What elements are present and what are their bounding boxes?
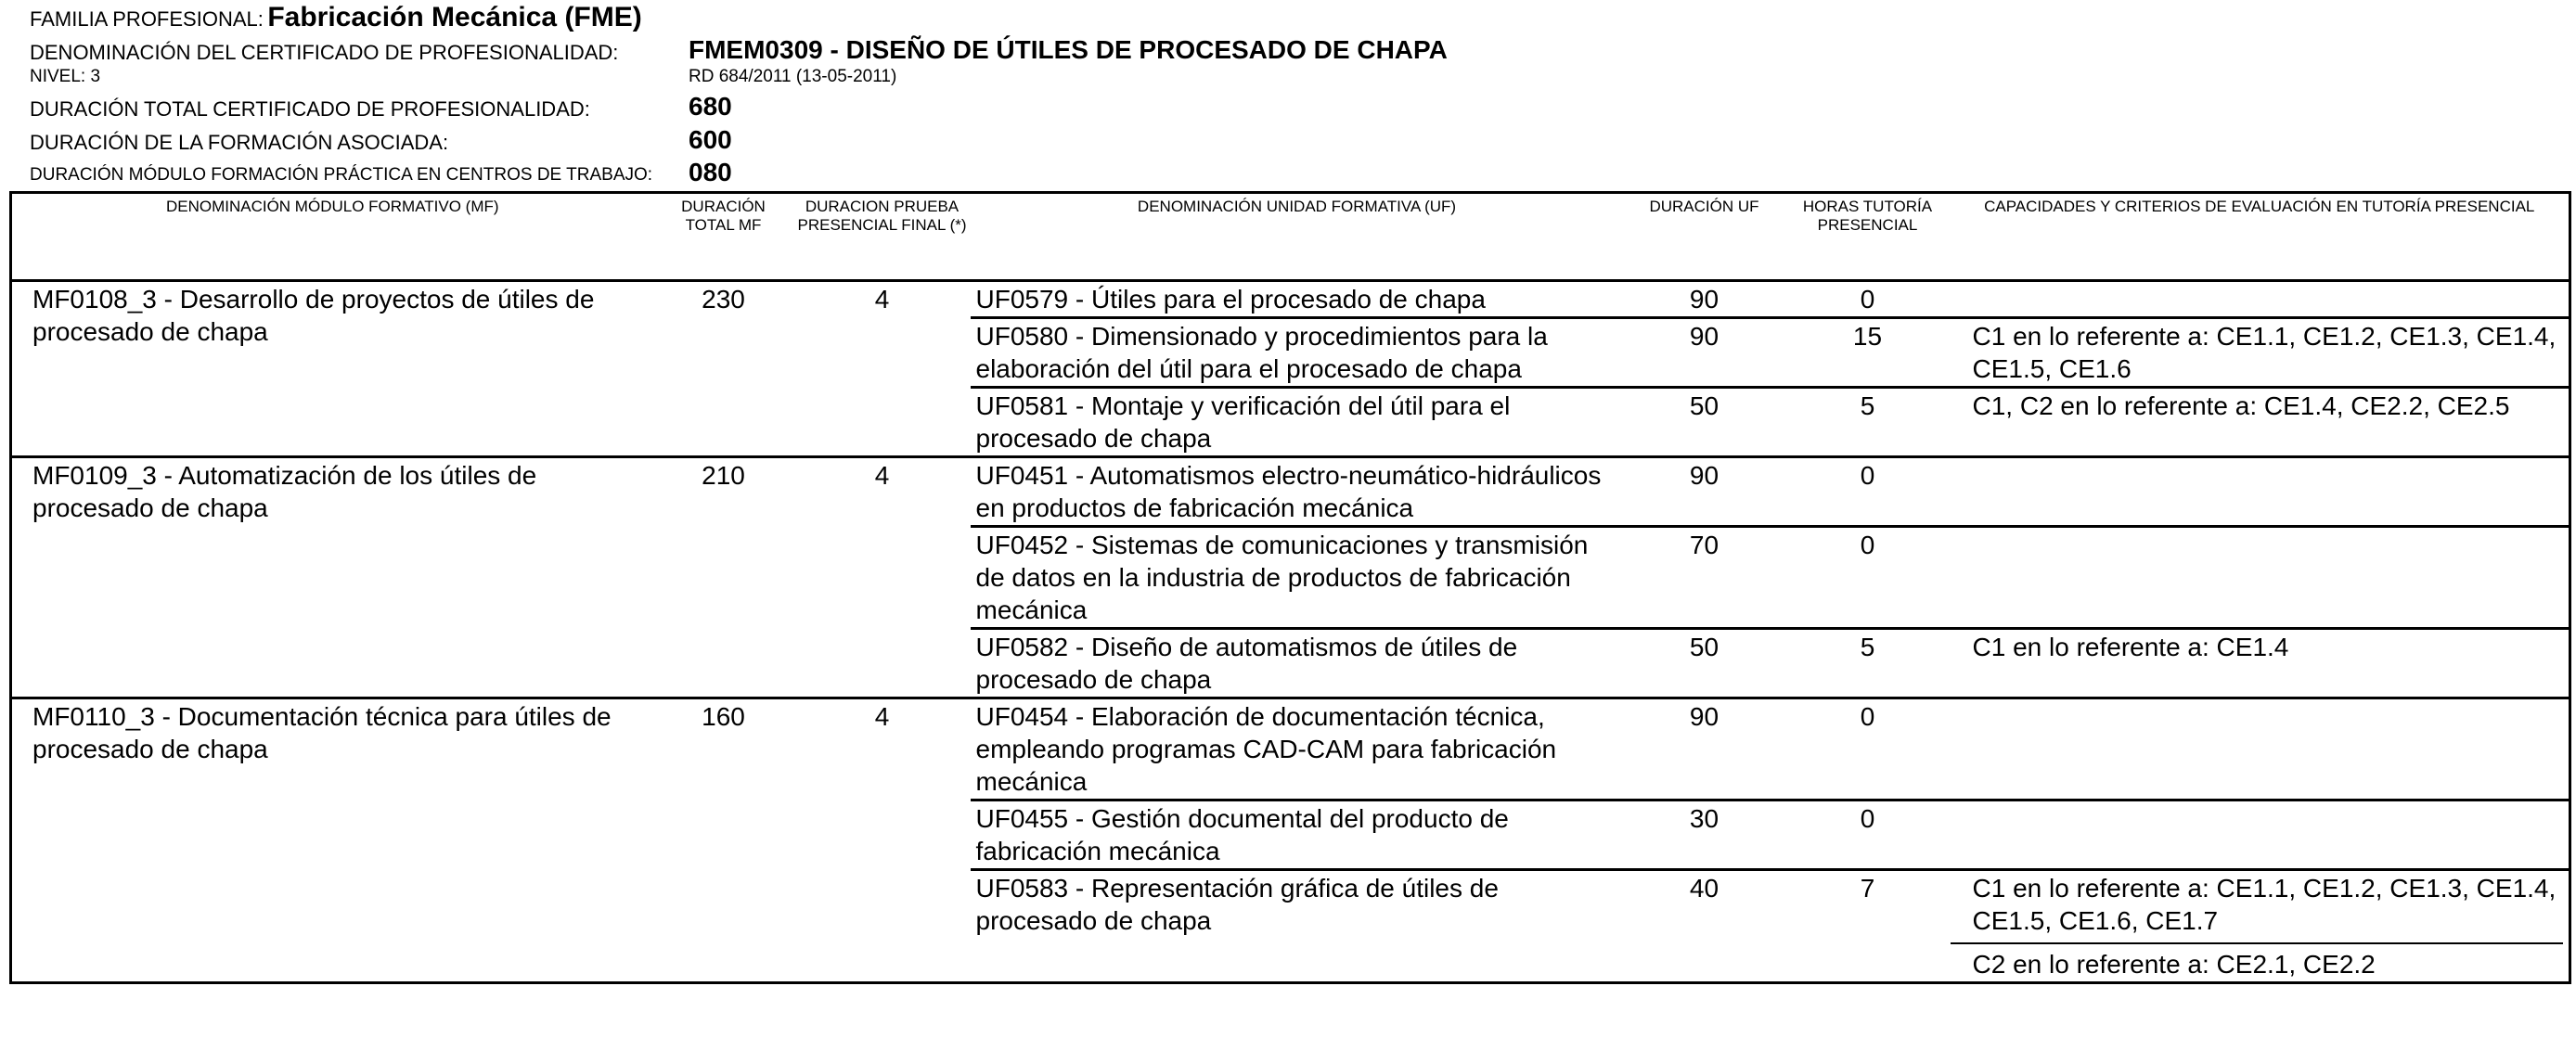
table-row — [11, 457, 2570, 527]
uf-name: UF0583 - Representación gráfica de útiles de procesado de chapa — [971, 870, 1624, 983]
uf-name: UF0451 - Automatismos electro-neumático-hidráulicos en productos de fabricación mecánica — [971, 457, 1624, 527]
criterio-text: C1 en lo referente a: CE1.1, CE1.2, CE1.3, CE1.4, CE1.5, CE1.6 — [1972, 322, 2557, 383]
uf-name: UF0452 - Sistemas de comunicaciones y transmisión de datos en la industria de productos de fabricación mecánica — [971, 527, 1624, 629]
uf-name: UF0580 - Dimensionado y procedimientos para la elaboración del útil para el procesado de chapa — [971, 318, 1624, 388]
mf-name: MF0110_3 - Documentación técnica para útiles de procesado de chapa — [11, 698, 653, 983]
duracion-practica-value: 080 — [689, 158, 732, 186]
uf-duration: 50 — [1624, 629, 1785, 698]
table-body — [11, 281, 2570, 983]
uf-criterios — [1951, 629, 2570, 698]
duracion-practica-label: DURACIÓN MÓDULO FORMACIÓN PRÁCTICA EN CENTROS DE TRABAJO: — [30, 165, 653, 185]
duracion-formacion-value: 600 — [689, 125, 732, 154]
criterio-text: C1, C2 en lo referente a: CE1.4, CE2.2, CE2.5 — [1972, 391, 2510, 420]
mf-duration: 230 — [653, 281, 794, 457]
mf-prueba: 4 — [794, 281, 971, 457]
col-header-prueba: DURACION PRUEBA PRESENCIAL FINAL (*) — [797, 198, 967, 234]
mf-duration: 160 — [653, 698, 794, 983]
uf-name: UF0455 - Gestión documental del producto de fabricación mecánica — [971, 800, 1624, 870]
uf-duration: 90 — [1624, 457, 1785, 527]
uf-criterios — [1951, 281, 2570, 318]
uf-name: UF0581 - Montaje y verificación del útil para el procesado de chapa — [971, 388, 1624, 457]
mf-name: MF0108_3 - Desarrollo de proyectos de útiles de procesado de chapa — [11, 281, 653, 457]
uf-horas-tutoria: 0 — [1785, 698, 1951, 800]
uf-duration: 70 — [1624, 527, 1785, 629]
uf-duration: 90 — [1624, 318, 1785, 388]
uf-criterios — [1951, 698, 2570, 800]
modules-table — [9, 191, 2571, 984]
uf-horas-tutoria: 5 — [1785, 388, 1951, 457]
col-header-criterios: CAPACIDADES Y CRITERIOS DE EVALUACIÓN EN TUTORÍA PRESENCIAL — [1984, 198, 2535, 215]
uf-duration: 40 — [1624, 870, 1785, 983]
mf-prueba: 4 — [794, 698, 971, 983]
denominacion-label: DENOMINACIÓN DEL CERTIFICADO DE PROFESIONALIDAD: — [30, 41, 619, 64]
uf-name: UF0454 - Elaboración de documentación técnica, empleando programas CAD-CAM para fabricación mecánica — [971, 698, 1624, 800]
uf-duration: 90 — [1624, 281, 1785, 318]
table-row — [11, 281, 2570, 318]
familia-value: Fabricación Mecánica (FME) — [267, 2, 642, 32]
uf-duration: 30 — [1624, 800, 1785, 870]
duracion-total-label: DURACIÓN TOTAL CERTIFICADO DE PROFESIONALIDAD: — [30, 97, 590, 121]
table-header-row — [11, 193, 2570, 281]
familia-line — [30, 2, 642, 33]
uf-horas-tutoria: 15 — [1785, 318, 1951, 388]
uf-criterios — [1951, 800, 2570, 870]
uf-name: UF0582 - Diseño de automatismos de útiles de procesado de chapa — [971, 629, 1624, 698]
uf-name: UF0579 - Útiles para el procesado de chapa — [971, 281, 1624, 318]
criterio-text: C1 en lo referente a: CE1.1, CE1.2, CE1.3, CE1.4, CE1.5, CE1.6, CE1.7 — [1972, 874, 2557, 935]
uf-criterios — [1951, 527, 2570, 629]
uf-horas-tutoria: 0 — [1785, 281, 1951, 318]
uf-horas-tutoria: 7 — [1785, 870, 1951, 983]
uf-duration: 90 — [1624, 698, 1785, 800]
col-header-horas: HORAS TUTORÍA PRESENCIAL — [1802, 198, 1933, 234]
uf-criterios — [1951, 457, 2570, 527]
criterio-text: C1 en lo referente a: CE1.4 — [1972, 633, 2289, 661]
duracion-total-value: 680 — [689, 92, 732, 121]
familia-label: FAMILIA PROFESIONAL: — [30, 7, 264, 31]
uf-horas-tutoria: 5 — [1785, 629, 1951, 698]
table-row — [11, 698, 2570, 800]
uf-horas-tutoria: 0 — [1785, 457, 1951, 527]
mf-prueba: 4 — [794, 457, 971, 698]
uf-horas-tutoria: 0 — [1785, 527, 1951, 629]
mf-name: MF0109_3 - Automatización de los útiles de procesado de chapa — [11, 457, 653, 698]
uf-criterios — [1951, 870, 2570, 983]
duracion-formacion-label: DURACIÓN DE LA FORMACIÓN ASOCIADA: — [30, 131, 449, 154]
rd-value: RD 684/2011 (13-05-2011) — [689, 67, 897, 86]
uf-criterios — [1951, 318, 2570, 388]
denominacion-value: FMEM0309 - DISEÑO DE ÚTILES DE PROCESADO DE CHAPA — [689, 35, 1448, 64]
nivel-label: NIVEL: 3 — [30, 67, 101, 86]
col-header-duracion-uf: DURACIÓN UF — [1649, 198, 1759, 215]
col-header-mf: DENOMINACIÓN MÓDULO FORMATIVO (MF) — [165, 198, 499, 215]
uf-horas-tutoria: 0 — [1785, 800, 1951, 870]
col-header-uf: DENOMINACIÓN UNIDAD FORMATIVA (UF) — [1137, 198, 1457, 215]
criterio-text: C2 en lo referente a: CE2.1, CE2.2 — [1951, 942, 2564, 980]
col-header-duracion-mf: DURACIÓN TOTAL MF — [681, 198, 766, 234]
mf-duration: 210 — [653, 457, 794, 698]
uf-criterios — [1951, 388, 2570, 457]
uf-duration: 50 — [1624, 388, 1785, 457]
